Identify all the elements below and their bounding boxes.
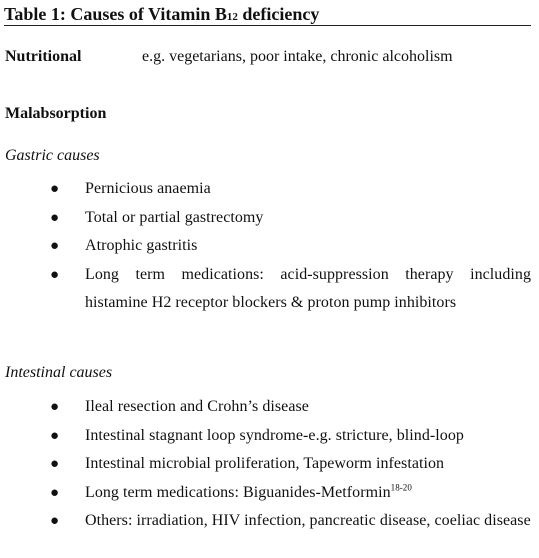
- list-item-text: Long term medications: Biguanides-Metformin: [85, 483, 391, 501]
- list-item: [0, 450, 531, 479]
- list-item: [0, 393, 531, 422]
- bullet-icon: ●: [50, 456, 60, 472]
- intestinal-causes-heading: Intestinal causes: [5, 364, 113, 381]
- intestinal-causes-list: [0, 393, 531, 536]
- list-item-text: Total or partial gastrectomy: [85, 208, 264, 226]
- list-item: [0, 507, 531, 536]
- list-item-text: Intestinal microbial proliferation, Tapeworm infestation: [85, 455, 445, 472]
- list-item-text: Long term medications: acid-suppression therapy including histamine H2 receptor blockers & proton pump inhibitors: [85, 265, 531, 311]
- list-item-text: Ileal resection and Crohn’s disease: [85, 398, 309, 415]
- bullet-icon: ●: [50, 427, 60, 444]
- bullet-icon: ●: [50, 513, 60, 529]
- list-item: [0, 204, 531, 233]
- bullet-icon: ●: [50, 484, 60, 501]
- reference-superscript: 18-20: [390, 482, 412, 493]
- list-item: [0, 261, 531, 318]
- gastric-causes-heading: Gastric causes: [5, 147, 100, 164]
- bullet-icon: ●: [50, 209, 60, 226]
- bullet-icon: ●: [50, 399, 60, 415]
- nutritional-label: Nutritional: [5, 48, 82, 65]
- gastric-causes-list: [0, 175, 531, 318]
- list-item: [0, 422, 531, 451]
- list-item: [0, 479, 531, 508]
- bullet-icon: ●: [50, 238, 60, 254]
- nutritional-text: e.g. vegetarians, poor intake, chronic alcoholism: [142, 48, 453, 65]
- table-title-suffix: deficiency: [237, 4, 320, 24]
- bullet-icon: ●: [50, 266, 60, 283]
- list-item-text: Intestinal stagnant loop syndrome-e.g. stricture, blind-loop: [85, 426, 464, 444]
- list-item: [0, 232, 531, 261]
- list-item-text: Others: irradiation, HIV infection, pancreatic disease, coeliac disease: [85, 512, 531, 529]
- list-item-text: Pernicious anaemia: [85, 180, 211, 197]
- nutritional-row: [5, 46, 453, 68]
- title-underline: [4, 25, 531, 26]
- malabsorption-heading: Malabsorption: [5, 105, 107, 122]
- list-item-text: Atrophic gastritis: [85, 237, 198, 254]
- table-title-prefix: Table 1: Causes of Vitamin B: [4, 4, 227, 24]
- list-item: [0, 175, 531, 204]
- bullet-icon: ●: [50, 181, 60, 197]
- table-title-subscript: 12: [226, 11, 238, 23]
